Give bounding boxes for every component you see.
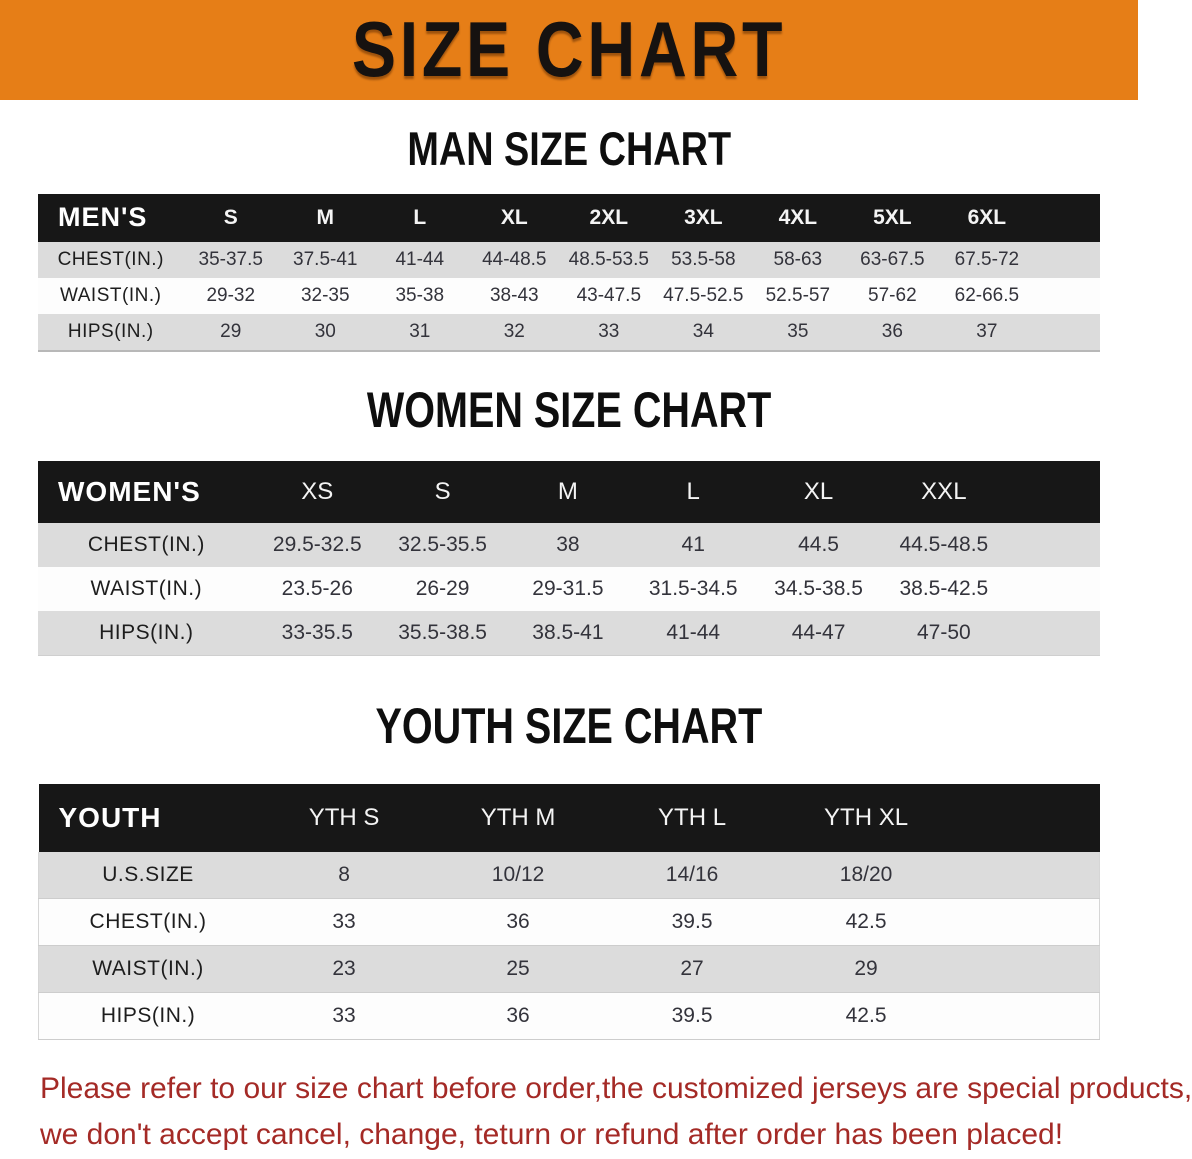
youth-size-title <box>0 698 1138 755</box>
size-value-cell: 62-66.5 <box>954 284 1020 306</box>
size-value-cell: 42.5 <box>779 992 953 1039</box>
size-value-cell: 30 <box>278 314 373 351</box>
size-value-cell: 35-37.5 <box>198 248 263 270</box>
size-column-header: XS <box>255 461 380 523</box>
row-label: CHEST(IN.) <box>57 248 164 270</box>
row-label: WAIST(IN.) <box>39 945 258 992</box>
size-column-header: S <box>380 461 505 523</box>
size-value-cell: 14/16 <box>605 852 779 899</box>
table-row <box>39 992 1100 1039</box>
size-column-header: L <box>631 461 756 523</box>
size-value-cell: 42.5 <box>779 898 953 945</box>
table-row <box>38 314 1100 351</box>
size-column-header: YTH XL <box>779 784 953 852</box>
table-row <box>38 523 1100 567</box>
table-row <box>38 278 1100 314</box>
size-value-cell: 44.5-48.5 <box>899 533 989 557</box>
table-header-row <box>38 461 1100 523</box>
row-filler <box>953 945 1099 992</box>
youth-size-title-text: YOUTH SIZE CHART <box>375 698 763 755</box>
size-value-cell: 39.5 <box>605 898 779 945</box>
size-column-header: M <box>505 461 630 523</box>
size-value-cell: 35 <box>751 314 846 351</box>
size-value-cell: 23.5-26 <box>281 577 353 601</box>
size-value-cell: 38-43 <box>489 284 539 306</box>
row-filler <box>1007 523 1100 567</box>
size-value-cell: 31 <box>373 314 468 351</box>
table-row <box>39 945 1100 992</box>
row-filler <box>953 898 1099 945</box>
size-value-cell: 43-47.5 <box>576 284 642 306</box>
size-value-cell: 53.5-58 <box>671 248 736 270</box>
disclaimer-line-1: Please refer to our size chart before order,the customized jerseys are special products, <box>40 1071 1192 1105</box>
row-label: CHEST(IN.) <box>39 898 258 945</box>
row-label: CHEST(IN.) <box>87 533 205 557</box>
size-value-cell: 29-32 <box>206 284 256 306</box>
size-value-cell: 38 <box>556 533 580 557</box>
size-value-cell: 35.5-38.5 <box>380 611 505 656</box>
size-value-cell: 48.5-53.5 <box>568 248 649 270</box>
size-value-cell: 27 <box>605 945 779 992</box>
size-value-cell: 32 <box>467 314 562 351</box>
row-filler <box>1007 611 1100 656</box>
row-filler <box>1034 314 1100 351</box>
size-value-cell: 26-29 <box>415 577 470 601</box>
man-size-title <box>0 123 1138 176</box>
size-value-cell: 41 <box>681 533 705 557</box>
size-value-cell: 32.5-35.5 <box>398 533 487 557</box>
size-value-cell: 67.5-72 <box>954 248 1020 270</box>
size-column-header: L <box>373 194 468 242</box>
row-label: WAIST(IN.) <box>60 284 162 306</box>
table-header-row <box>38 194 1100 242</box>
size-value-cell: 38.5-42.5 <box>899 577 989 601</box>
size-column-header: YTH L <box>605 784 779 852</box>
size-value-cell: 47.5-52.5 <box>663 284 744 306</box>
size-column-header: 2XL <box>562 194 657 242</box>
youth-size-section <box>0 698 1138 1040</box>
size-column-header: XL <box>467 194 562 242</box>
table-corner-label: MEN'S <box>38 194 183 242</box>
row-label: HIPS(IN.) <box>38 611 255 656</box>
row-label: WAIST(IN.) <box>90 577 203 601</box>
size-value-cell: 23 <box>257 945 431 992</box>
row-filler <box>953 852 1099 899</box>
header-filler <box>1007 461 1100 523</box>
size-value-cell: 25 <box>431 945 605 992</box>
size-value-cell: 39.5 <box>605 992 779 1039</box>
table-row <box>38 567 1100 611</box>
table-corner-label: YOUTH <box>39 784 258 852</box>
row-label: HIPS(IN.) <box>38 314 183 351</box>
size-value-cell: 33 <box>257 898 431 945</box>
size-value-cell: 63-67.5 <box>860 248 925 270</box>
women-size-title-text: WOMEN SIZE CHART <box>366 381 772 438</box>
size-value-cell: 29 <box>779 945 953 992</box>
banner-title: SIZE CHART <box>351 6 787 94</box>
size-value-cell: 36 <box>431 992 605 1039</box>
size-column-header: XXL <box>881 461 1006 523</box>
size-value-cell: 35-38 <box>395 284 445 306</box>
size-value-cell: 52.5-57 <box>765 284 831 306</box>
man-size-section <box>0 123 1138 352</box>
size-value-cell: 44-48.5 <box>482 248 547 270</box>
table-row <box>39 898 1100 945</box>
youth-size-table <box>38 784 1100 1040</box>
size-chart-banner <box>0 0 1138 100</box>
size-value-cell: 18/20 <box>779 852 953 899</box>
row-filler <box>1034 242 1100 278</box>
size-value-cell: 33 <box>562 314 657 351</box>
size-value-cell: 38.5-41 <box>505 611 630 656</box>
row-filler <box>1034 278 1100 314</box>
women-size-title <box>0 381 1138 438</box>
size-value-cell: 29.5-32.5 <box>272 533 362 557</box>
man-size-title-text: MAN SIZE CHART <box>407 123 731 176</box>
table-row <box>39 852 1100 899</box>
size-column-header: 5XL <box>845 194 940 242</box>
size-value-cell: 36 <box>431 898 605 945</box>
size-column-header: 4XL <box>751 194 846 242</box>
header-filler <box>1034 194 1100 242</box>
size-column-header: YTH M <box>431 784 605 852</box>
mens-size-table <box>38 194 1100 352</box>
size-value-cell: 33-35.5 <box>255 611 380 656</box>
women-size-section <box>0 381 1138 657</box>
size-value-cell: 44-47 <box>756 611 881 656</box>
womens-size-table <box>38 461 1100 656</box>
size-value-cell: 44.5 <box>798 533 839 557</box>
size-value-cell: 8 <box>257 852 431 899</box>
size-value-cell: 57-62 <box>868 284 917 306</box>
row-filler <box>1007 567 1100 611</box>
size-value-cell: 37.5-41 <box>293 248 358 270</box>
size-value-cell: 29-31.5 <box>532 577 604 601</box>
size-column-header: YTH S <box>257 784 431 852</box>
row-label: HIPS(IN.) <box>39 992 258 1039</box>
size-column-header: S <box>183 194 278 242</box>
table-row <box>38 611 1100 656</box>
size-value-cell: 36 <box>845 314 940 351</box>
size-value-cell: 34 <box>656 314 751 351</box>
size-value-cell: 10/12 <box>431 852 605 899</box>
table-corner-label: WOMEN'S <box>38 461 255 523</box>
row-filler <box>953 992 1099 1039</box>
size-value-cell: 29 <box>183 314 278 351</box>
size-value-cell: 41-44 <box>631 611 756 656</box>
size-value-cell: 33 <box>257 992 431 1039</box>
size-value-cell: 32-35 <box>300 284 350 306</box>
size-value-cell: 47-50 <box>881 611 1006 656</box>
size-value-cell: 31.5-34.5 <box>648 577 738 601</box>
size-value-cell: 34.5-38.5 <box>774 577 863 601</box>
row-label: U.S.SIZE <box>39 852 258 899</box>
table-header-row <box>39 784 1100 852</box>
table-row <box>38 242 1100 278</box>
size-value-cell: 58-63 <box>773 248 823 270</box>
size-value-cell: 41-44 <box>395 248 445 270</box>
size-column-header: 6XL <box>940 194 1035 242</box>
size-column-header: XL <box>756 461 881 523</box>
header-filler <box>953 784 1099 852</box>
disclaimer <box>40 1066 1192 1159</box>
size-value-cell: 37 <box>940 314 1035 351</box>
disclaimer-line-2: we don't accept cancel, change, teturn or refund after order has been placed! <box>40 1118 1064 1152</box>
size-column-header: M <box>278 194 373 242</box>
size-column-header: 3XL <box>656 194 751 242</box>
